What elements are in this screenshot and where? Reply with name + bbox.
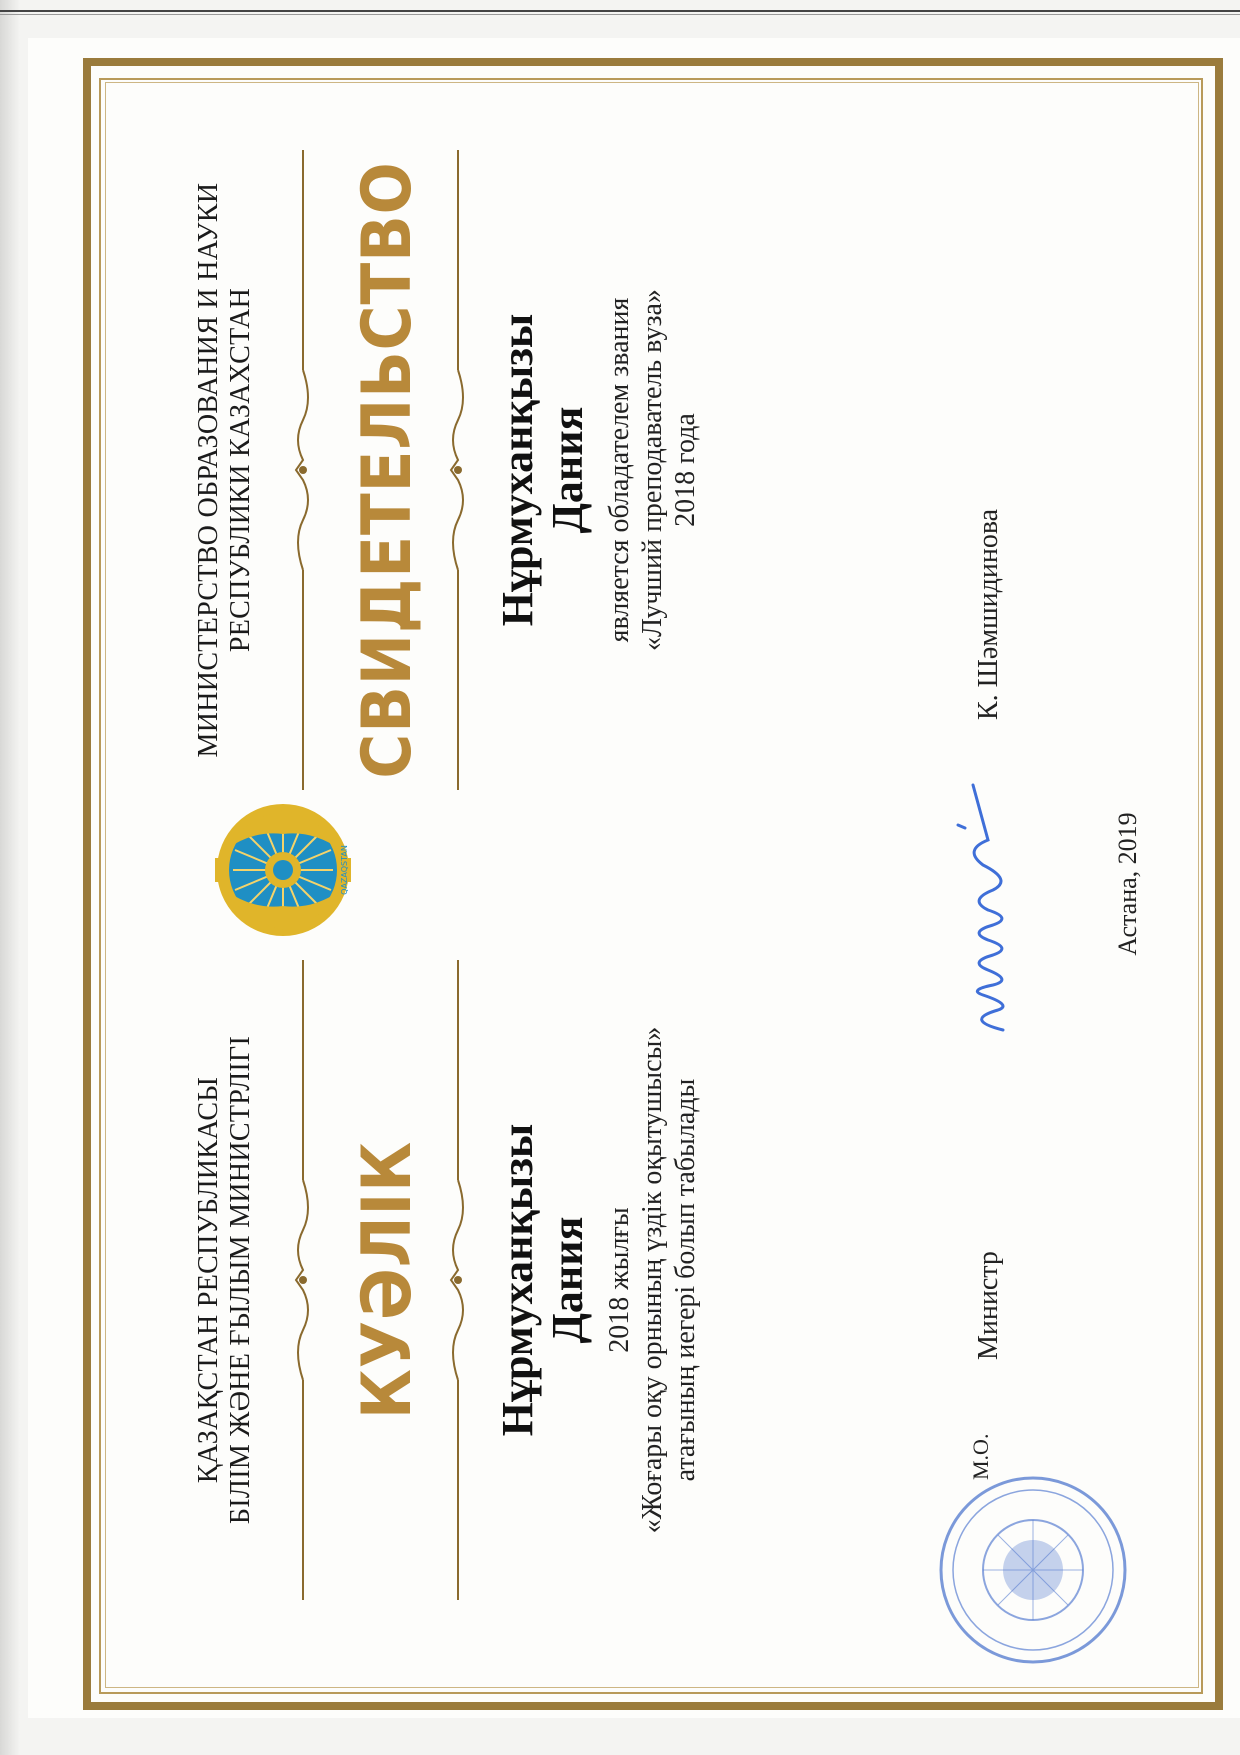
award-text-kz <box>603 910 702 1650</box>
recipient-given-name: Дания <box>543 406 592 534</box>
ministry-header-kz <box>193 910 257 1650</box>
ornament-divider-icon <box>288 100 318 840</box>
award-line-1: является обладателем звания <box>604 297 635 643</box>
recipient-surname: Нұрмуханқызы <box>493 1123 542 1437</box>
award-text-ru <box>603 100 702 840</box>
certificate-title-kz: КУӘЛІК <box>348 1140 427 1420</box>
certificate-title-ru: СВИДЕТЕЛЬСТВО <box>348 161 427 779</box>
recipient-name-ru <box>493 100 593 840</box>
minister-name: К. Шәмшидинова <box>973 508 1004 720</box>
city-year: Астана, 2019 <box>1113 812 1142 956</box>
official-stamp-icon <box>933 1470 1133 1670</box>
minister-label: Министр <box>973 1251 1004 1360</box>
award-line-3: 2018 года <box>670 413 701 527</box>
award-line-1: 2018 жылғы <box>604 1207 635 1353</box>
scan-edge <box>0 0 20 1755</box>
ministry-line-2: БІЛІМ ЖӘНЕ ҒЫЛЫМ МИНИСТРЛІГІ <box>225 1035 256 1525</box>
recipient-name-kz <box>493 910 593 1650</box>
ornament-divider-icon <box>443 910 473 1650</box>
ministry-line-1: ҚАЗАҚСТАН РЕСПУБЛИКАСЫ <box>193 1076 224 1484</box>
emblem-lettering: QAZAQSTAN <box>340 845 349 895</box>
scan-line-thin <box>0 14 1240 15</box>
ministry-line-2: РЕСПУБЛИКИ КАЗАХСТАН <box>225 287 256 653</box>
ministry-header-ru <box>193 100 257 840</box>
award-line-2: «Жоғары оқу орнының үздік оқытушысы» <box>637 1026 668 1534</box>
award-line-2: «Лучший преподаватель вуза» <box>637 289 668 651</box>
ornament-divider-icon <box>288 910 318 1650</box>
ministry-line-1: МИНИСТЕРСТВО ОБРАЗОВАНИЯ И НАУКИ <box>193 182 224 758</box>
certificate <box>83 58 1223 1710</box>
award-line-3: атағының иегері болып табылады <box>670 1078 701 1482</box>
signature-icon <box>943 780 1033 1040</box>
russian-half <box>83 100 1223 840</box>
recipient-given-name: Дания <box>543 1216 592 1344</box>
recipient-surname: Нұрмуханқызы <box>493 313 542 627</box>
stamp-place-label: М.О. <box>968 1433 993 1480</box>
ornament-divider-icon <box>443 100 473 840</box>
scan-line <box>0 10 1240 12</box>
